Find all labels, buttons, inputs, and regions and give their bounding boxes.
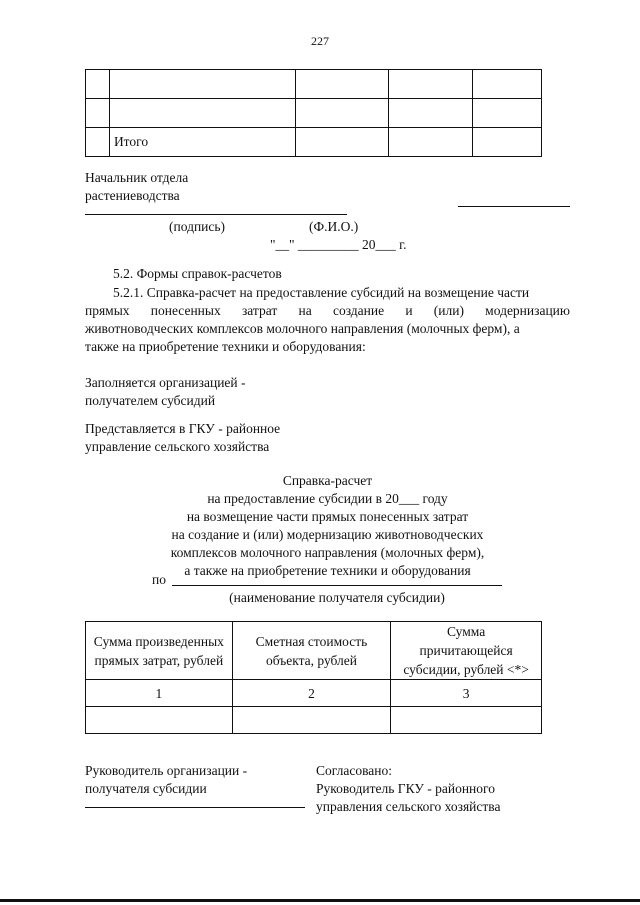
filled-by-line2: получателем субсидий [85,393,216,408]
submitted-to-line2: управление сельского хозяйства [85,439,270,454]
date-field: "__" _________ 20___ г. [270,237,407,252]
table-cell [86,70,110,99]
table-header-row [86,622,542,680]
approved-label: Согласовано: [316,763,392,778]
table-row [86,70,542,99]
word: на [298,303,312,318]
form-subtitle-line: на возмещение части прямых понесенных затрат [186,509,469,524]
table-cell [473,99,542,128]
table-cell [295,128,389,157]
form-subtitle-line: комплексов молочного направления (молочных ферм), [170,545,485,560]
approver-line2: Руководитель ГКУ - районного [316,781,495,796]
name-caption: (Ф.И.О.) [309,219,359,234]
table-cell [295,70,389,99]
submitted-to-line1: Представляется в ГКУ - районное [85,421,281,436]
table-cell [389,128,473,157]
header-line: Сумма произведенных [93,633,224,649]
paragraph-line-justified [85,303,570,319]
org-head-line1: Руководитель организации - [85,763,248,778]
signature-caption: (подпись) [169,219,226,234]
table-cell [109,70,295,99]
table-cell [86,128,110,157]
form-subtitle-line: на создание и (или) модернизацию животноводческих [171,527,484,542]
recipient-caption: (наименование получателя субсидии) [229,590,445,605]
head-title-line1: Начальник отдела [85,170,189,185]
table-cell [86,99,110,128]
paragraph-line: также на приобретение техники и оборудования: [85,339,366,354]
word: затрат [241,303,278,318]
word: модернизацию [485,303,570,318]
table-row [86,99,542,128]
column-number: 2 [232,680,391,707]
name-line-short [458,206,570,207]
filled-by-line1: Заполняется организацией - [85,375,246,390]
table-cell [86,707,233,734]
calculation-table [85,621,542,734]
header-line: прямых затрат, рублей [94,652,224,668]
by-label: по [152,572,166,587]
page-number: 227 [311,34,329,48]
word: понесенных [150,303,221,318]
signature-line-long [85,214,347,215]
paragraph-line: 5.2.1. Справка-расчет на предоставление субсидий на возмещение части [113,285,530,300]
summary-table [85,69,542,157]
org-head-signature-line [85,807,305,808]
header-line: Сметная стоимость [255,633,368,649]
section-heading: 5.2. Формы справок-расчетов [113,266,282,281]
table-cell [295,99,389,128]
word: (или) [433,303,464,318]
page-bottom-rule [0,899,640,902]
table-number-row [86,680,542,707]
header-line: объекта, рублей [265,652,358,668]
word: прямых [85,303,130,318]
form-subtitle-line: а также на приобретение техники и оборудования [184,563,471,578]
table-cell [389,99,473,128]
header-line: причитающейся [419,643,513,658]
approver-line3: управления сельского хозяйства [316,799,501,814]
table-row [86,707,542,734]
column-number: 1 [86,680,233,707]
header-estimate [232,622,391,680]
form-title: Справка-расчет [282,473,373,488]
table-cell [389,70,473,99]
header-subsidy [391,622,542,680]
recipient-name-line [172,585,502,586]
table-cell [473,70,542,99]
header-line: Сумма [447,624,486,639]
header-line: субсидии, рублей <*> [403,662,529,677]
org-head-line2: получателя субсидии [85,781,207,796]
column-number: 3 [391,680,542,707]
table-cell [473,128,542,157]
word: создание [332,303,385,318]
table-cell [109,99,295,128]
table-row [86,128,542,157]
header-direct-costs [86,622,233,680]
total-label: Итого [109,128,295,157]
head-title-line2: растениеводства [85,188,180,203]
table-cell [232,707,391,734]
table-cell [391,707,542,734]
word: и [405,303,413,318]
form-subtitle-line: на предоставление субсидии в 20___ году [207,491,448,506]
paragraph-line: животноводческих комплексов молочного направления (молочных ферм), а [85,321,520,336]
